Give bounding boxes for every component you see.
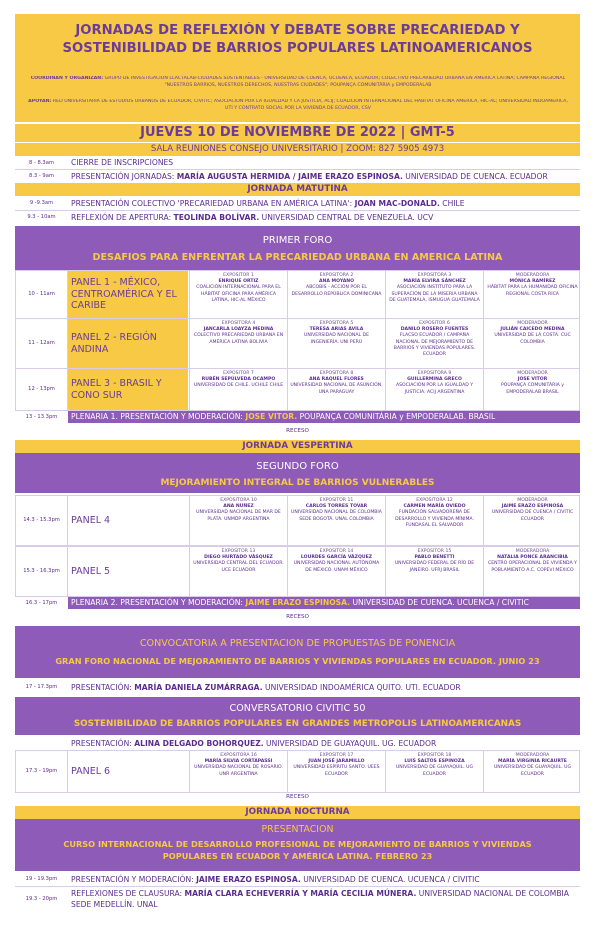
panel3-cell-0 xyxy=(190,370,287,409)
panel3-cell-3-affiliation: POUPANÇA COMUNITÁRIA y EMPODERALAB BRASIL xyxy=(500,383,564,395)
panel6-cell-1 xyxy=(288,752,385,791)
panel5-cell-3-affiliation: CENTRO OPERACIONAL DE VIVIENDA Y POBLAMIENTO A.C. COPEVI MÉXICO xyxy=(488,561,577,573)
panel5-cell-3 xyxy=(484,548,581,595)
panel4-cell-1-role: EXPOSITOR 11 xyxy=(319,498,354,503)
panel3-cell-0-affiliation: UNIVERSIDAD DE CHILE. UCHILE CHILE xyxy=(193,383,284,389)
panel5-cell-0-role: EXPOSITOR 13 xyxy=(221,549,256,554)
panel3-cell-3-name: JOSE VITOR xyxy=(517,377,548,383)
apoyan-label: APOYAN: xyxy=(28,99,52,104)
coordinan-label: COORDINAN Y ORGANIZAN: xyxy=(30,76,104,81)
agenda-r9: PRESENTACIÓN Y MODERACIÓN: JAIME ERAZO ESPINOSA. UNIVERSIDAD DE CUENCA. UCUENCA / CIVITIC xyxy=(71,875,480,884)
panel2-name: PANEL 2 - REGIÓN ANDINA xyxy=(68,319,188,368)
panel1-cell-3 xyxy=(484,272,581,317)
agenda-r4: REFLEXIÓN DE APERTURA: TEOLINDA BOLÍVAR. UNIVERSIDAD CENTRAL DE VENEZUELA. UCV xyxy=(71,213,434,222)
panel6-cell-2-name: LUIS SALTOS ESPINOZA xyxy=(404,759,465,765)
panel2-cell-2-affiliation: FLACSO ECUADOR / CAMPAÑA NACIONAL DE MEJORAMIENTO DE BARRIOS Y VIVIENDAS POPULARES. ECUADOR xyxy=(393,333,476,357)
agenda-r6: PLENARIA 2. PRESENTACIÓN Y MODERACIÓN: JAIME ERAZO ESPINOSA. UNIVERSIDAD DE CUENCA. UCUENCA / CIVITIC xyxy=(68,597,580,609)
panel6-cell-2-affiliation: UNIVERSIDAD DE GUAYAQUIL. UG ECUADOR xyxy=(395,765,474,777)
panel4-cell-0 xyxy=(190,497,287,544)
panel1-cell-1-name: ANA MOYANO xyxy=(318,279,355,285)
panel4-cell-0-name: ANA NUÑEZ xyxy=(223,504,254,510)
receso-2: RECESO xyxy=(286,614,309,620)
panel1-name: PANEL 1 - MÉXICO, CENTROAMÉRICA Y EL CARIBE xyxy=(68,271,188,318)
panel5-cell-0-name: DIEGO HURTADO VÁSQUEZ xyxy=(204,555,273,561)
panel4-cell-2 xyxy=(386,497,483,544)
panel2-cell-3-name: JULIÁN CAICEDO MEDINA xyxy=(500,327,565,333)
panel2-cell-0 xyxy=(190,320,287,367)
panel3-cell-1-name: ANA RAQUEL FLORES xyxy=(309,377,364,383)
panel6-cell-2 xyxy=(386,752,483,791)
agenda-r1: CIERRE DE INSCRIPCIONES xyxy=(71,158,174,167)
panel2-cell-3-role: MODERADOR xyxy=(517,321,548,326)
panel2-cell-0-affiliation: COLECTIVO PRECARIEDAD URBANA EN AMÉRICA LATINA BOLIVIA xyxy=(193,333,284,345)
panel2-cell-0-name: JANCARLA LOAYZA MEDINA xyxy=(203,327,274,333)
panel3-cell-2-name: GUILLERMINA GRECO xyxy=(407,377,462,383)
panel3-cell-0-name: RUBÉN SEPÚLVEDA OCAMPO xyxy=(201,377,276,383)
panel2-cell-2-name: DANILO ROSERO FUENTES xyxy=(400,327,469,333)
panel5-cell-0-affiliation: UNIVERSIDAD CENTRAL DEL ECUADOR. UCE ECUADOR xyxy=(193,561,284,573)
panel1-cell-3-role: MODERADORA xyxy=(515,273,550,278)
panel4-name: PANEL 4 xyxy=(68,496,188,545)
venue-line: SALA REUNIONES CONSEJO UNIVERSITARIO | ZOOM: 827 5905 4973 xyxy=(15,143,580,156)
agenda-r8: PRESENTACIÓN: ALINA DELGADO BOHORQUEZ. UNIVERSIDAD DE GUAYAQUIL. UG. ECUADOR xyxy=(71,739,437,748)
panel6-cell-0-affiliation: UNIVERSIDAD NACIONAL DE ROSARIO. UNR ARGENTINA xyxy=(194,765,283,777)
time-panel5: 15.3 - 16.3pm xyxy=(23,568,60,574)
panel3-cell-2-affiliation: ASOCIACIÓN POR LA IGUALDAD Y JUSTICIA. ACIJ ARGENTINA xyxy=(395,383,474,395)
panel1-cell-0-name: ENRIQUE ORTIZ xyxy=(218,279,259,285)
panel1-cell-0-role: EXPOSITOR 1 xyxy=(223,273,254,278)
panel5-cell-2-role: EXPOSITOR 15 xyxy=(417,549,452,554)
panel1-cell-3-affiliation: HÁBITAT PARA LA HUMANIDAD OFICINA REGIONAL COSTA RICA xyxy=(487,285,578,297)
panel6-name: PANEL 6 xyxy=(68,751,188,792)
panel2-cell-1 xyxy=(288,320,385,367)
presentacion-title: PRESENTACIÓN xyxy=(261,824,334,835)
time-r1: 8 - 8.3am xyxy=(29,160,54,166)
panel6-cell-3-name: MARÍA VIRGINIA RICAURTE xyxy=(498,759,567,765)
panel6-cell-3-affiliation: UNIVERSIDAD DE GUAYAQUIL. UG ECUADOR xyxy=(493,765,572,777)
time-r5: 13 - 13.3pm xyxy=(25,414,58,420)
convocatoria-subtitle: GRAN FORO NACIONAL DE MEJORAMIENTO DE BARRIOS Y VIVIENDAS POPULARES EN ECUADOR. JUNIO 23 xyxy=(55,656,540,666)
panel6-cell-2-role: EXPOSITOR 18 xyxy=(417,753,452,758)
panel6-cell-3 xyxy=(484,752,581,791)
panel3-cell-1 xyxy=(288,370,385,409)
time-panel6: 17.3 - 19pm xyxy=(25,768,58,774)
date-line: JUEVES 10 DE NOVIEMBRE DE 2022 | GMT-5 xyxy=(15,124,580,142)
apoyan-value: RED UNIVERSITARIA DE ESTUDIOS URBANOS DE ECUADOR, CIVITIC; ASOCIACIÓN POR LA IGUALDAD Y LA JUSTICIA, ACIJ; COALICIÓN INTERNACIONAL DEL HÁBITAT OFICINA AMÉRICA, HIC-AL; UNIVERSIDAD INDOAMÉRICA, UTI Y CONTRATO SOCIAL POR LA VIVIENDA DE ECUADOR, CSV xyxy=(52,99,568,111)
panel6-cell-1-role: EXPOSITOR 17 xyxy=(319,753,354,758)
agenda-r5: PLENARIA 1. PRESENTACIÓN Y MODERACIÓN: JOSE VITOR. POUPANÇA COMUNITÁRIA y EMPODERALAB. BRASIL xyxy=(68,411,580,423)
panel5-cell-2-affiliation: UNIVERSIDAD FEDERAL DE RÍO DE JANEIRO. UFRJ BRASIL xyxy=(394,561,475,573)
coordinan-text xyxy=(28,76,568,90)
foro2-title: SEGUNDO FORO xyxy=(256,461,339,472)
panel5-cell-3-role: MODERADORA xyxy=(515,549,550,554)
panel4-cell-3-name: JAIME ERAZO ESPINOSA xyxy=(501,504,564,510)
panel2-cell-3 xyxy=(484,320,581,367)
agenda-r10: REFLEXIONES DE CLAUSURA: MARÍA CLARA ECHEVERRÍA Y MARÍA CECILIA MÚNERA. UNIVERSIDAD NACIONAL DE COLOMBIA SEDE MEDELLÍN. UNAL xyxy=(71,889,569,909)
jornada-vespertina: JORNADA VESPERTINA xyxy=(15,440,580,453)
panel6-cell-0 xyxy=(190,752,287,791)
panel1-cell-2-role: EXPOSITORA 3 xyxy=(417,273,452,278)
panel5-name: PANEL 5 xyxy=(68,547,188,596)
panel1-cell-1-affiliation: ABCOBIS - ACCIÓN POR EL DESARROLLO REPÚBLICA DOMINICANA xyxy=(291,285,382,297)
convocatoria-title: CONVOCATORIA A PRESENTACIÓN DE PROPUESTAS DE PONENCIA xyxy=(139,638,456,649)
time-panel2: 11 - 12am xyxy=(28,340,55,346)
panel3-cell-3-role: MODERADOR xyxy=(517,371,548,376)
time-r7: 17 - 17.3pm xyxy=(25,684,58,690)
panel6-cell-0-name: MARÍA SILVIA CORTAPASSI xyxy=(204,759,273,765)
panel1-cell-3-name: MÓNICA RAMÍREZ xyxy=(509,279,556,285)
panel1-cell-1-role: EXPOSITORA 2 xyxy=(319,273,354,278)
panel1-cell-2-affiliation: ASOCIACIÓN INSTITUTO PARA LA SUPERACIÓN DE LA MISERIA URBANA DE GUATEMALA, ISMUGUA GUATEMALA xyxy=(389,285,480,303)
agenda-r3: PRESENTACIÓN COLECTIVO 'PRECARIEDAD URBANA EN AMÉRICA LATINA': JOAN MAC-DONALD. CHILE xyxy=(71,199,465,208)
time-r3: 9 -9.3am xyxy=(29,200,54,206)
foro2-subtitle: MEJORAMIENTO INTEGRAL DE BARRIOS VULNERABLES xyxy=(160,478,435,488)
panel2-cell-1-name: TERESA ARIAS AVILA xyxy=(309,327,364,333)
panel4-cell-0-affiliation: UNIVERSIDAD NACIONAL DE MAR DE PLATA. UNMDP ARGENTINA xyxy=(196,510,281,522)
panel5-cell-3-name: NATALIA PONCE ARANCIBIA xyxy=(497,555,568,561)
panel5-cell-1 xyxy=(288,548,385,595)
panel4-cell-2-affiliation: FUNDACIÓN SALVADOREÑA DE DESARROLLO Y VIVIENDA MÍNIMA. FUNDASAL EL SALVADOR xyxy=(395,510,474,528)
panel4-cell-0-role: EXPOSITORA 10 xyxy=(220,498,257,503)
conversatorio-title: CONVERSATORIO CIVITIC 50 xyxy=(229,703,366,714)
panel5-cell-1-affiliation: UNIVERSIDAD NACIONAL AUTÓNOMA DE MÉXICO. UNAM MÉXICO xyxy=(293,561,380,573)
foro1-subtitle: DESAFÍOS PARA ENFRENTAR LA PRECARIEDAD URBANA EN AMÉRICA LATINA xyxy=(92,252,503,263)
panel4-cell-1-name: CARLOS TORRES TOVAR xyxy=(305,504,368,510)
conversatorio-subtitle: SOSTENIBILIDAD DE BARRIOS POPULARES EN GRANDES METRÓPOLIS LATINOAMERICANAS xyxy=(73,719,522,729)
panel4-cell-1-affiliation: UNIVERSIDAD NACIONAL DE COLOMBIA SEDE BOGOTÁ. UNAL COLOMBIA xyxy=(291,510,382,522)
panel4-cell-3 xyxy=(484,497,581,544)
panel1-cell-2 xyxy=(386,272,483,317)
panel4-cell-2-name: CARMEN MARÍA OVIEDO xyxy=(403,504,466,510)
foro1-title: PRIMER FORO xyxy=(262,235,333,246)
coordinan-value: GRUPO DE INVESTIGACIÓN LLACTALAB-CIUDADES SUSTENTABLES - UNIVERSIDAD DE CUENCA, UCUENCA, ECUADOR; COLECTIVO PRECARIEDAD URBANA EN AMÉRICA LATINA; CAMPAÑA REGIONAL "NUESTROS BARRIOS, NUESTROS DERECHOS, NUESTRAS CIUDADES"; POUPANÇA COMUNITÁRIA y EMPODERALAB xyxy=(104,76,566,88)
panel1-cell-2-name: MARÍA ELVIRA SÁNCHEZ xyxy=(403,279,466,285)
panel3-name: PANEL 3 - BRASIL Y CONO SUR xyxy=(68,369,188,410)
time-panel3: 12 - 13pm xyxy=(28,386,55,392)
panel3-cell-1-role: EXPOSITORA 8 xyxy=(319,371,354,376)
page-title: JORNADAS DE REFLEXIÓN Y DEBATE SOBRE PRECARIEDAD Y SOSTENIBILIDAD DE BARRIOS POPULARES LATINOAMERICANOS xyxy=(62,23,533,57)
panel5-cell-1-role: EXPOSITOR 14 xyxy=(319,549,354,554)
panel3-cell-0-role: EXPOSITOR 7 xyxy=(223,371,254,376)
panel5-cell-0 xyxy=(190,548,287,595)
jornada-matutina: JORNADA MATUTINA xyxy=(15,183,580,196)
time-r2: 8.3 - 9am xyxy=(29,173,54,179)
panel2-cell-0-role: EXPOSITORA 4 xyxy=(221,321,256,326)
jornada-nocturna: JORNADA NOCTURNA xyxy=(15,806,580,819)
panel4-cell-3-role: MODERADOR xyxy=(517,498,548,503)
panel5-cell-2-name: PABLO BENETTI xyxy=(414,555,455,561)
panel2-cell-3-affiliation: UNIVERSIDAD DE LA COSTA. CUC COLOMBIA xyxy=(494,333,571,345)
panel6-cell-0-role: EXPOSITORA 16 xyxy=(220,753,257,758)
receso-3: RECESO xyxy=(286,794,309,800)
time-r4: 9.3 - 10am xyxy=(27,214,56,220)
receso-1: RECESO xyxy=(286,428,309,434)
panel6-cell-1-name: JUAN JOSÉ JARAMILLO xyxy=(308,759,365,765)
time-panel4: 14.3 - 15.3pm xyxy=(23,517,60,523)
panel4-cell-2-role: EXPOSITORA 12 xyxy=(416,498,453,503)
panel4-cell-3-affiliation: UNIVERSIDAD DE CUENCA / CIVITIC ECUADOR xyxy=(491,510,574,522)
presentacion-subtitle: CURSO INTERNACIONAL DE DESARROLLO PROFESIONAL DE MEJORAMIENTO DE BARRIOS Y VIVIENDAS POPULARES EN ECUADOR Y AMÉRICA LATINA. FEBRERO 23 xyxy=(63,839,532,861)
time-r6: 16.3 - 17pm xyxy=(25,600,58,606)
panel1-cell-0-affiliation: COALICIÓN INTERNACIONAL PARA EL HÁBITAT OFICINA PARA AMÉRICA LATINA, HIC-AL MÉXICO xyxy=(196,285,281,303)
time-panel1: 10 - 11am xyxy=(28,291,55,297)
panel1-cell-1 xyxy=(288,272,385,317)
panel1-cell-0 xyxy=(190,272,287,317)
panel2-cell-1-affiliation: UNIVERSIDAD NACIONAL DE INGENIERÍA. UNI PERÚ xyxy=(304,333,369,345)
panel3-cell-2 xyxy=(386,370,483,409)
panel6-cell-1-affiliation: UNIVERSIDAD ESPÍRITU SANTO. UEES ECUADOR xyxy=(293,765,380,777)
panel2-cell-1-role: EXPOSITORA 5 xyxy=(319,321,354,326)
agenda-r2: PRESENTACIÓN JORNADAS: MARÍA AUGUSTA HERMIDA / JAIME ERAZO ESPINOSA. UNIVERSIDAD DE CUENCA. ECUADOR xyxy=(71,172,548,181)
panel3-cell-2-role: EXPOSITORA 9 xyxy=(417,371,452,376)
panel5-cell-1-name: LOURDES GARCÍA VÁZQUEZ xyxy=(300,555,373,561)
panel4-cell-1 xyxy=(288,497,385,544)
panel3-cell-1-affiliation: UNIVERSIDAD NACIONAL DE ASUNCIÓN. UNA PARAGUAY xyxy=(290,383,383,395)
panel5-cell-2 xyxy=(386,548,483,595)
apoyan-text xyxy=(28,99,568,113)
time-r10: 19.3 - 20pm xyxy=(25,896,58,902)
panel2-cell-2 xyxy=(386,320,483,367)
foro1-banner xyxy=(15,226,580,270)
panel2-cell-2-role: EXPOSITOR 6 xyxy=(419,321,450,326)
panel3-cell-3 xyxy=(484,370,581,409)
time-r9: 19 - 19.3pm xyxy=(25,876,58,882)
agenda-r7: PRESENTACIÓN: MARÍA DANIELA ZUMÁRRAGA. UNIVERSIDAD INDOAMÉRICA QUITO. UTI. ECUADOR xyxy=(71,683,461,692)
convocatoria-banner xyxy=(15,626,580,678)
panel6-cell-3-role: MODERADORA xyxy=(515,753,550,758)
